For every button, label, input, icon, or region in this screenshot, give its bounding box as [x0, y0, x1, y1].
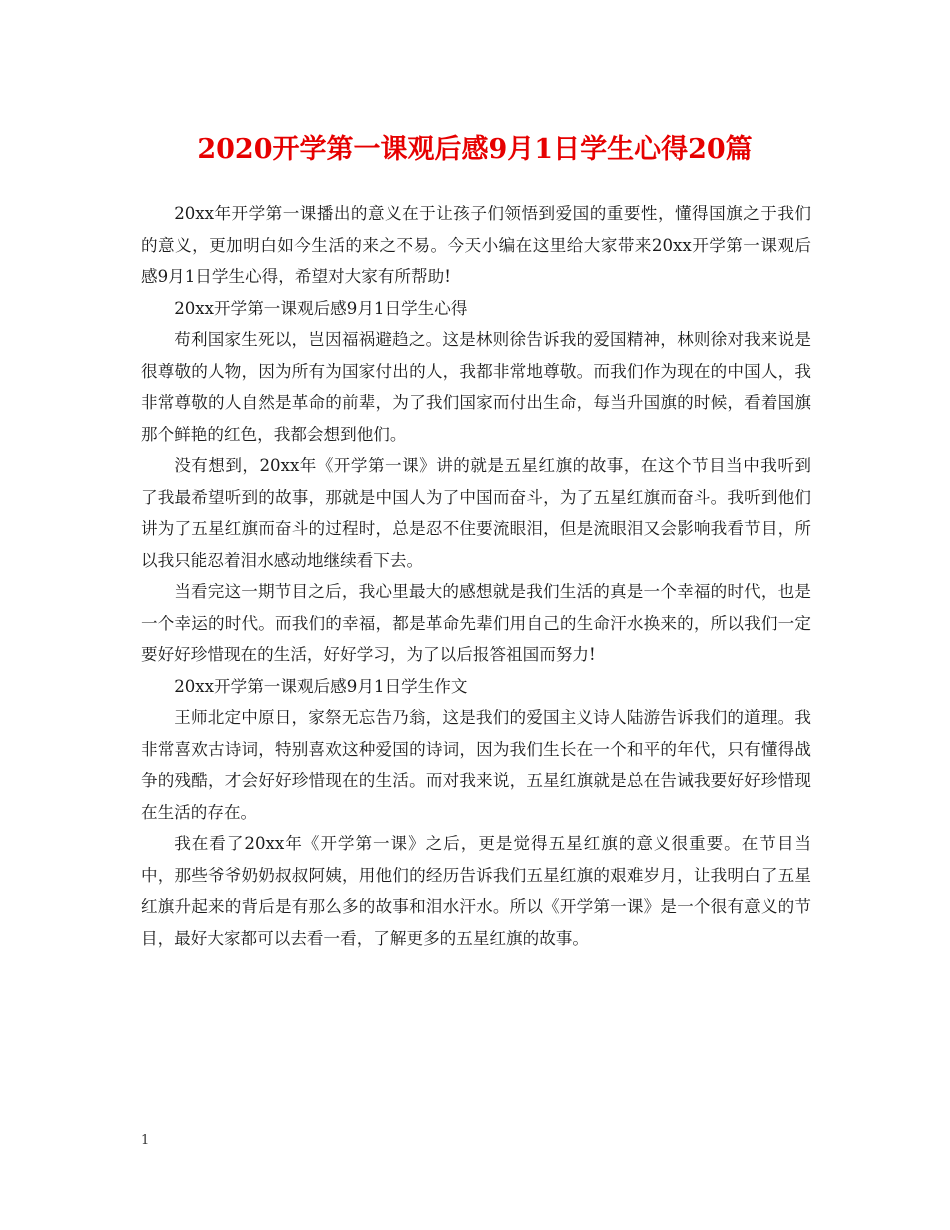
body-paragraph: 王师北定中原日，家祭无忘告乃翁，这是我们的爱国主义诗人陆游告诉我们的道理。我非常喜欢古诗词，特别喜欢这种爱国的诗词，因为我们生长在一个和平的年代，只有懂得战争的残酷，才会好好珍惜现在的生活。而对我来说，五星红旗就是总在告诫我要好好珍惜现在生活的存在。: [141, 708, 811, 822]
body-paragraph: 没有想到，20xx年《开学第一课》讲的就是五星红旗的故事，在这个节目当中我听到了我最希望听到的故事，那就是中国人为了中国而奋斗，为了五星红旗而奋斗。我听到他们讲为了五星红旗而奋斗的过程时，总是忍不住要流眼泪，但是流眼泪又会影响我看节目，所以我只能忍着泪水感动地继续看下去。: [141, 456, 811, 570]
body-paragraph: 我在看了20xx年《开学第一课》之后，更是觉得五星红旗的意义很重要。在节目当中，那些爷爷奶奶叔叔阿姨，用他们的经历告诉我们五星红旗的艰难岁月，让我明白了五星红旗升起来的背后是有那么多的故事和泪水汗水。所以《开学第一课》是一个很有意义的节目，最好大家都可以去看一看，了解更多的五星红旗的故事。: [141, 834, 811, 948]
page-number: 1: [141, 1133, 150, 1148]
body-paragraph: 苟利国家生死以，岂因福祸避趋之。这是林则徐告诉我的爱国精神，林则徐对我来说是很尊敬的人物，因为所有为国家付出的人，我都非常地尊敬。而我们作为现在的中国人，我非常尊敬的人自然是革命的前辈，为了我们国家而付出生命，每当升国旗的时候，看着国旗那个鲜艳的红色，我都会想到他们。: [141, 330, 811, 444]
section-heading: 20xx开学第一课观后感9月1日学生心得: [174, 298, 468, 318]
section-heading: 20xx开学第一课观后感9月1日学生作文: [174, 676, 468, 696]
document-title: 2020开学第一课观后感9月1日学生心得20篇: [197, 134, 753, 165]
document-body: [141, 198, 811, 954]
body-paragraph: 当看完这一期节目之后，我心里最大的感想就是我们生活的真是一个幸福的时代，也是一个幸运的时代。而我们的幸福，都是革命先辈们用自己的生命汗水换来的，所以我们一定要好好珍惜现在的生活，好好学习，为了以后报答祖国而努力!: [141, 582, 811, 664]
intro-paragraph: 20xx年开学第一课播出的意义在于让孩子们领悟到爱国的重要性，懂得国旗之于我们的意义，更加明白如今生活的来之不易。今天小编在这里给大家带来20xx开学第一课观后感9月1日学生心得，希望对大家有所帮助!: [141, 204, 811, 286]
